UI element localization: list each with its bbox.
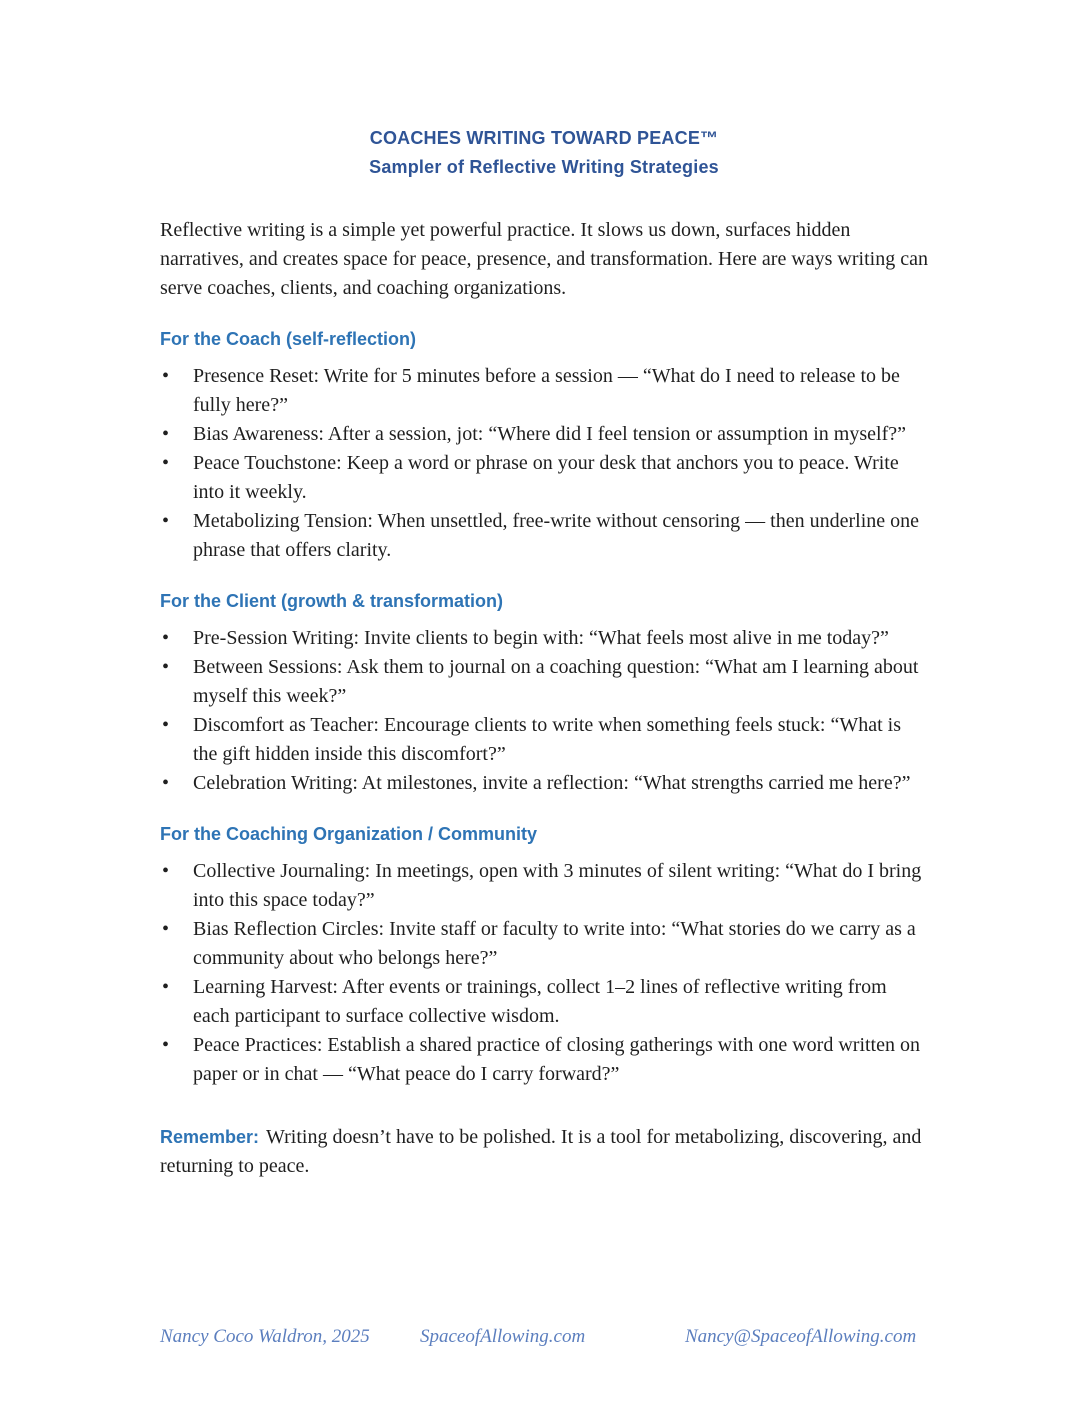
bullet-list: [160, 362, 928, 565]
section-heading: For the Client (growth & transformation): [160, 591, 503, 611]
list-item: • Learning Harvest: After events or trainings, collect 1–2 lines of reflective writing from each participant to surface collective wisdom.: [160, 973, 928, 1031]
remember-text: Writing doesn’t have to be polished. It is a tool for metabolizing, discovering, and returning to peace.: [160, 1126, 922, 1177]
bullet-list: [160, 857, 928, 1089]
document-header: [160, 0, 928, 182]
document-subtitle: Sampler of Reflective Writing Strategies: [369, 157, 719, 177]
section-heading: For the Coach (self-reflection): [160, 329, 417, 349]
document-section: [160, 589, 928, 798]
list-item: • Pre-Session Writing: Invite clients to begin with: “What feels most alive in me today?”: [160, 624, 928, 653]
list-item: • Bias Awareness: After a session, jot: “Where did I feel tension or assumption in myself?”: [160, 420, 928, 449]
list-item: • Peace Touchstone: Keep a word or phrase on your desk that anchors you to peace. Write into it weekly.: [160, 449, 928, 507]
footer-email: Nancy@SpaceofAllowing.com: [685, 1326, 917, 1347]
document-section: [160, 327, 928, 565]
page-footer: [160, 1326, 928, 1350]
list-item: • Metabolizing Tension: When unsettled, free-write without censoring — then underline one phrase that offers clarity.: [160, 507, 928, 565]
list-item: • Peace Practices: Establish a shared practice of closing gatherings with one word written on paper or in chat — “What peace do I carry forward?”: [160, 1031, 928, 1089]
list-item: • Between Sessions: Ask them to journal on a coaching question: “What am I learning about myself this week?”: [160, 653, 928, 711]
list-item: • Discomfort as Teacher: Encourage clients to write when something feels stuck: “What is the gift hidden inside this discomfort?”: [160, 711, 928, 769]
list-item: • Collective Journaling: In meetings, open with 3 minutes of silent writing: “What do I bring into this space today?”: [160, 857, 928, 915]
list-item: • Celebration Writing: At milestones, invite a reflection: “What strengths carried me here?”: [160, 769, 928, 798]
remember-paragraph: [160, 1123, 928, 1181]
footer-author: Nancy Coco Waldron, 2025: [160, 1326, 370, 1347]
intro-paragraph: Reflective writing is a simple yet powerful practice. It slows us down, surfaces hidden narratives, and creates space for peace, presence, and transformation. Here are ways writing can serve coaches, clients, and coaching organizations.: [160, 219, 928, 299]
list-item: • Presence Reset: Write for 5 minutes before a session — “What do I need to release to be fully here?”: [160, 362, 928, 420]
section-heading: For the Coaching Organization / Community: [160, 824, 538, 844]
document-section: [160, 822, 928, 1089]
bullet-list: [160, 624, 928, 798]
list-item: • Bias Reflection Circles: Invite staff or faculty to write into: “What stories do we carry as a community about who belongs here?”: [160, 915, 928, 973]
remember-label: Remember:: [160, 1127, 260, 1147]
sections-container: [160, 327, 928, 1089]
document-title: COACHES WRITING TOWARD PEACE™: [369, 128, 719, 148]
footer-website: SpaceofAllowing.com: [420, 1326, 586, 1347]
